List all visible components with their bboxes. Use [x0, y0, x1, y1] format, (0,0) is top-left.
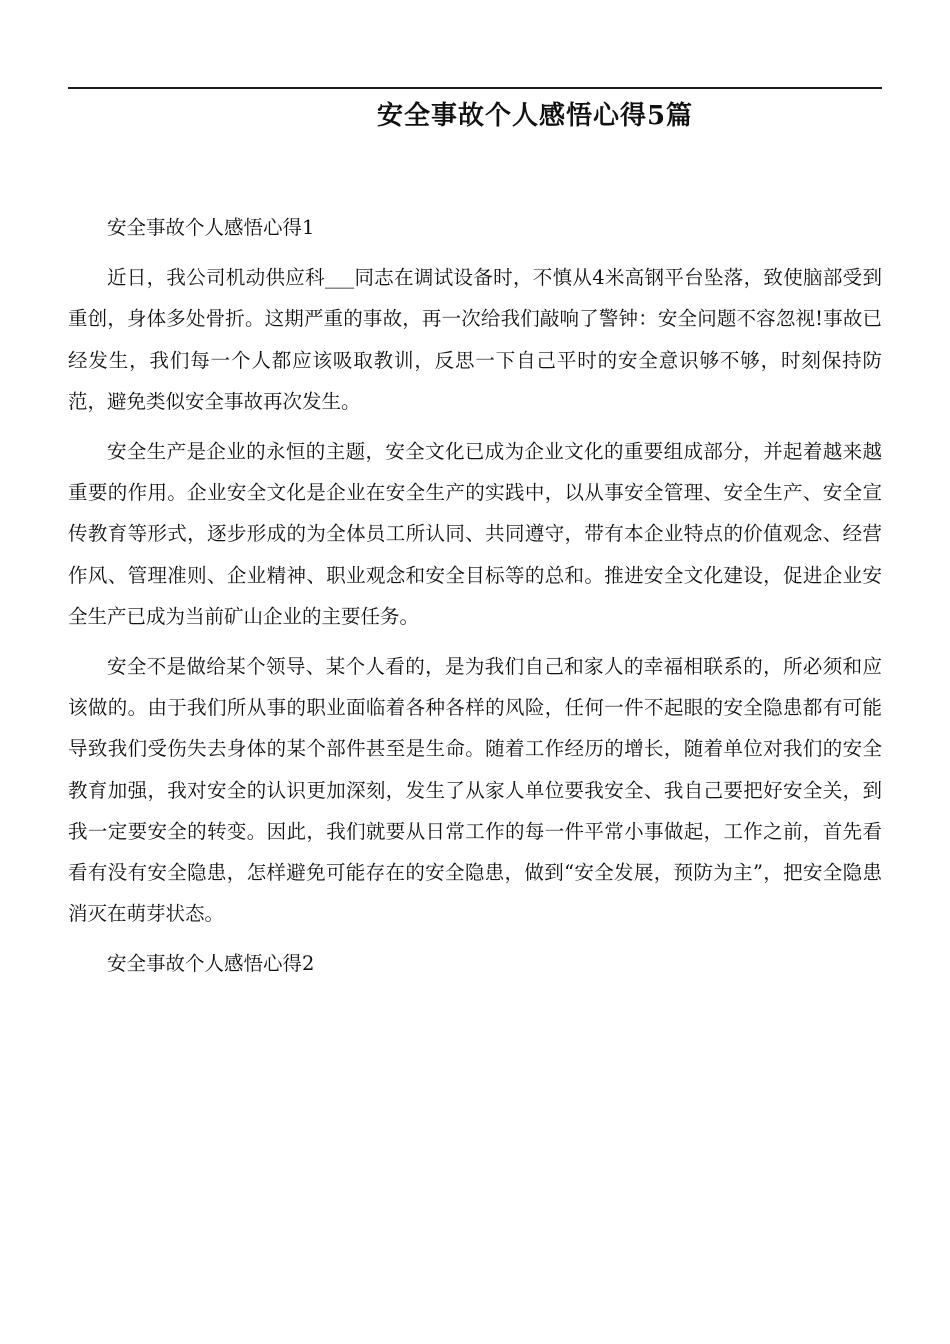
document-title: 安全事故个人感悟心得5篇 [376, 101, 694, 131]
section-heading-1: 安全事故个人感悟心得1 [107, 216, 315, 239]
body-paragraph: 安全不是做给某个领导、某个人看的，是为我们自己和家人的幸福相联系的，所必须和应该做的。由于我们所从事的职业面临着各种各样的风险，任何一件不起眼的安全隐患都有可能导致我们受伤失去身体的某个部件甚至是生命。随着工作经历的增长，随着单位对我们的安全教育加强，我对安全的认识更加深刻，发生了从家人单位要我安全、我自己要把好安全关，到我一定要安全的转变。因此，我们就要从日常工作的每一件平常小事做起，工作之前，首先看看有没有安全隐患，怎样避免可能存在的安全隐患，做到“安全发展，预防为主”，把安全隐患消灭在萌芽状态。 [68, 655, 882, 926]
header-rule [68, 87, 882, 89]
section-heading-2: 安全事故个人感悟心得2 [107, 952, 315, 976]
document-body [68, 207, 882, 985]
body-paragraph: 安全生产是企业的永恒的主题，安全文化已成为企业文化的重要组成部分，并起着越来越重要的作用。企业安全文化是企业在安全生产的实践中，以从事安全管理、安全生产、安全宣传教育等形式，逐步形成的为全体员工所认同、共同遵守，带有本企业特点的价值观念、经营作风、管理准则、企业精神、职业观念和安全目标等的总和。推进安全文化建设，促进企业安全生产已成为当前矿山企业的主要任务。 [68, 440, 882, 628]
body-paragraph: 近日，我公司机动供应科___同志在调试设备时，不慎从4米高钢平台坠落，致使脑部受到重创，身体多处骨折。这期严重的事故，再一次给我们敲响了警钟：安全问题不容忽视!事故已经发生，我们每一个人都应该吸取教训，反思一下自己平时的安全意识够不够，时刻保持防范，避免类似安全事故再次发生。 [68, 266, 882, 413]
